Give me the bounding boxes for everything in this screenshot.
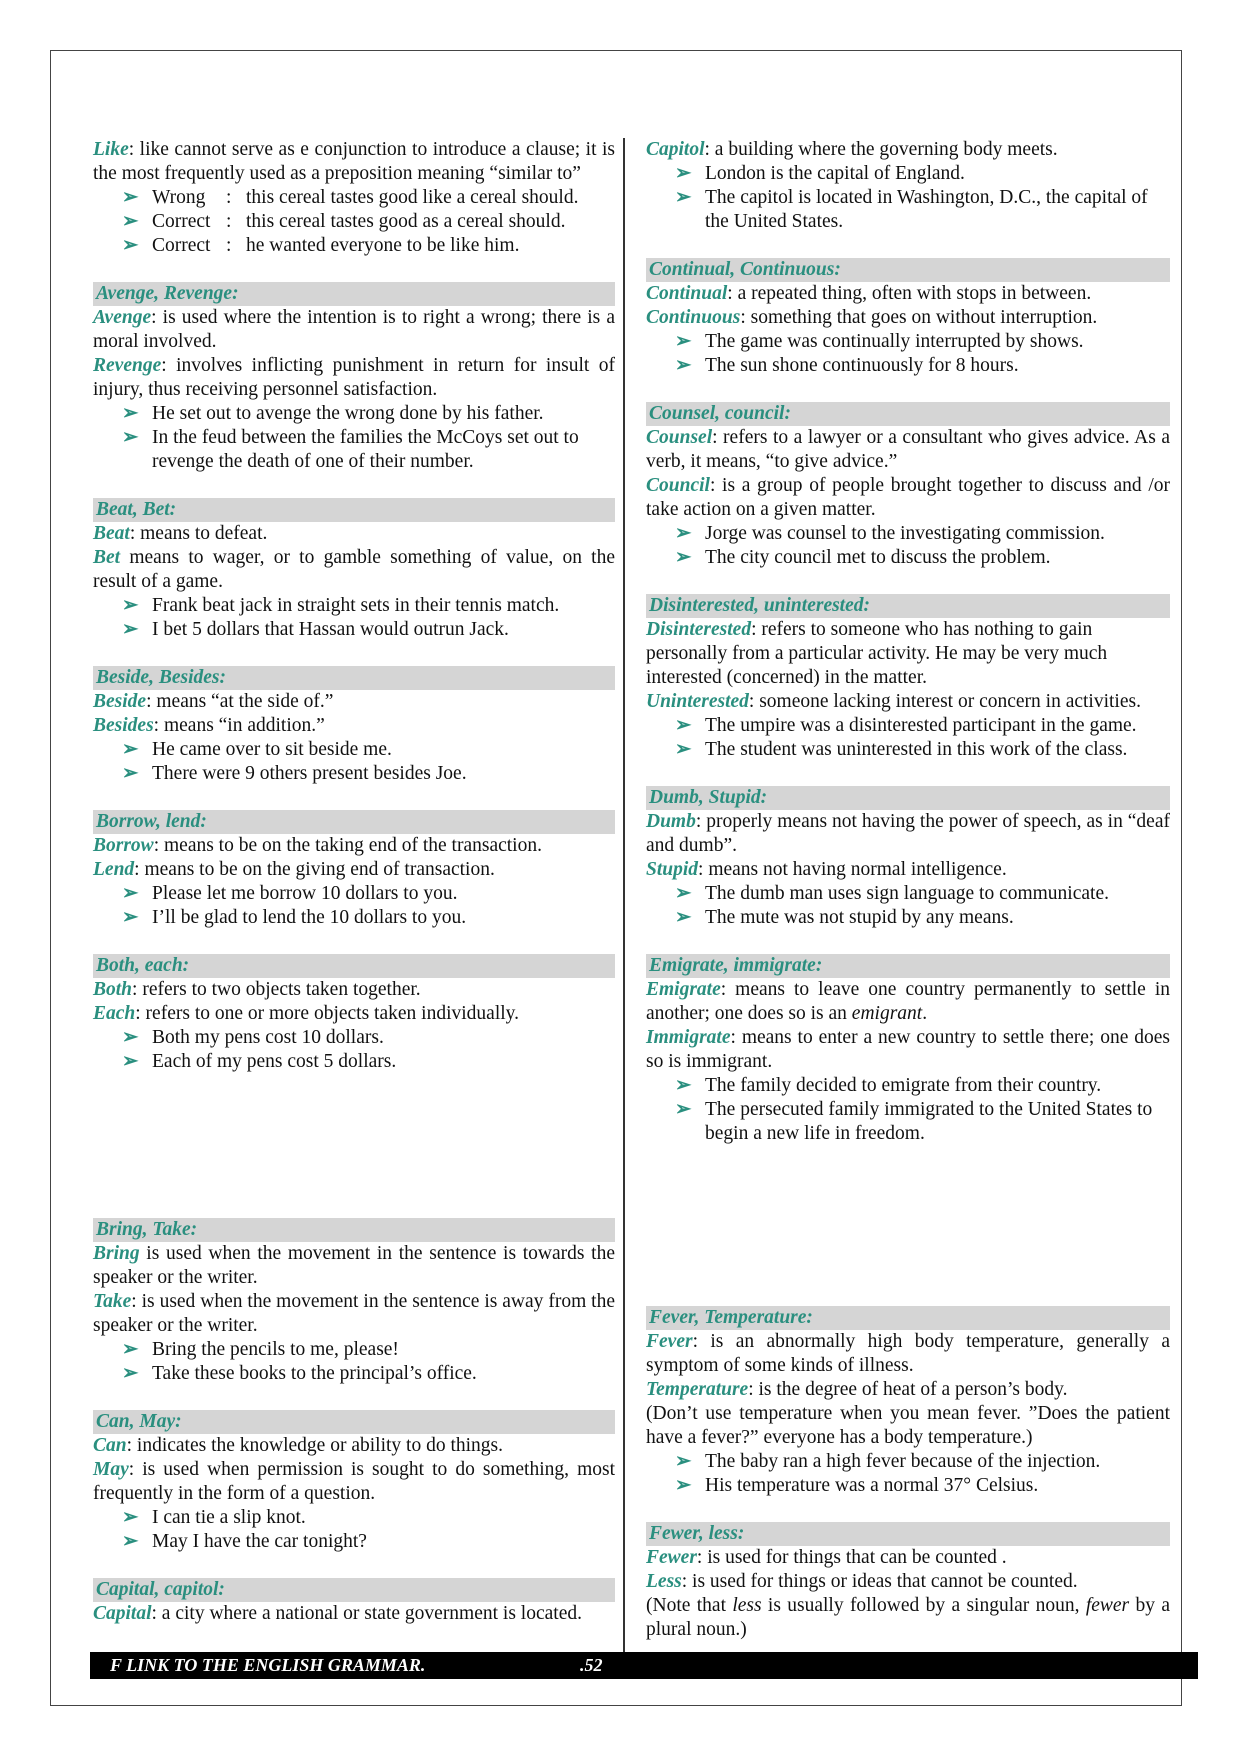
list-item: ➢ Each of my pens cost 5 dollars.	[122, 1051, 397, 1072]
arrow-bullet-icon: ➢	[675, 523, 692, 544]
section-header: Bring, Take:	[93, 1218, 615, 1242]
list-item: ➢ The capitol is located in Washington, D.C., the capital of the United States.	[675, 187, 1148, 232]
arrow-bullet-icon: ➢	[675, 1451, 692, 1472]
entry-continual-continuous: Continual, Continuous: Continual: a repeated thing, often with stops in between. Continuous: something that goes on without interruption. ➢ The game was continually interrupted by shows. ➢ The sun shone continuously for 8 hours.	[646, 258, 1170, 378]
example-list	[646, 330, 1170, 378]
list-item: ➢ Frank beat jack in straight sets in their tennis match.	[122, 595, 560, 616]
arrow-bullet-icon: ➢	[122, 235, 139, 256]
example-list	[646, 714, 1170, 762]
list-item: ➢ Correct : this cereal tastes good as a cereal should.	[122, 211, 566, 232]
example-list	[646, 1450, 1170, 1498]
entry-counsel-council: Counsel, council: Counsel: refers to a lawyer or a consultant who gives advice. As a verb, it means, “to give advice.” Council: is a group of people brought together to discuss and /or take action on a given matter. ➢ Jorge was counsel to the investigating commission. ➢ The city council met to discuss the problem.	[646, 403, 1170, 568]
list-item: ➢ In the feud between the families the McCoys set out to revenge the death of one of their number.	[122, 427, 579, 472]
page-number: .52	[580, 1655, 603, 1675]
example-list	[646, 162, 1170, 234]
section-header: Avenge, Revenge:	[93, 282, 615, 306]
entry-fewer-less: Fewer, less: Fewer: is used for things that can be counted . Less: is used for things or ideas that cannot be counted. (Note that less is usually followed by a singular noun, fewer by a plural noun.)	[646, 1523, 1170, 1640]
arrow-bullet-icon: ➢	[122, 187, 139, 208]
arrow-bullet-icon: ➢	[122, 1363, 139, 1384]
example-list	[93, 594, 615, 642]
list-item: ➢ London is the capital of England.	[675, 163, 965, 184]
example-list	[93, 738, 615, 786]
example-list	[93, 186, 615, 258]
list-item: ➢ I can tie a slip knot.	[122, 1507, 306, 1528]
list-item: ➢ I bet 5 dollars that Hassan would outrun Jack.	[122, 619, 509, 640]
arrow-bullet-icon: ➢	[675, 1475, 692, 1496]
arrow-bullet-icon: ➢	[122, 763, 139, 784]
section-header: Disinterested, uninterested:	[646, 594, 1170, 618]
left-column	[93, 138, 615, 1626]
list-item: ➢ The student was uninterested in this work of the class.	[675, 739, 1128, 760]
arrow-bullet-icon: ➢	[122, 211, 139, 232]
term: Like	[93, 139, 129, 160]
entry-beside-besides: Beside, Besides: Beside: means “at the side of.” Besides: means “in addition.” ➢ He came over to sit beside me. ➢ There were 9 others present besides Joe.	[93, 666, 615, 786]
example-list	[646, 522, 1170, 570]
entry-avenge-revenge: Avenge, Revenge: Avenge: is used where the intention is to right a wrong; there is a moral involved. Revenge: involves inflicting punishment in return for insult of injury, thus receiving personnel satisfaction. ➢ He set out to avenge the wrong done by his father. ➢ In the feud between the families the McCoys set out to revenge the death of one of their number.	[93, 283, 615, 472]
list-item: ➢ The persecuted family immigrated to the United States to begin a new life in freedom.	[675, 1099, 1153, 1144]
section-header: Continual, Continuous:	[646, 258, 1170, 282]
arrow-bullet-icon: ➢	[122, 907, 139, 928]
arrow-bullet-icon: ➢	[122, 619, 139, 640]
arrow-bullet-icon: ➢	[675, 1075, 692, 1096]
entry-borrow-lend: Borrow, lend: Borrow: means to be on the taking end of the transaction. Lend: means to be on the giving end of transaction. ➢ Please let me borrow 10 dollars to you. ➢ I’ll be glad to lend the 10 dollars to you.	[93, 810, 615, 930]
entry-dumb-stupid: Dumb, Stupid: Dumb: properly means not having the power of speech, as in “deaf and dumb”. Stupid: means not having normal intelligence. ➢ The dumb man uses sign language to communicate. ➢ The mute was not stupid by any means.	[646, 787, 1170, 928]
arrow-bullet-icon: ➢	[675, 739, 692, 760]
entry-beat-bet: Beat, Bet: Beat: means to defeat. Bet means to wager, or to gamble something of value, on the result of a game. ➢ Frank beat jack in straight sets in their tennis match. ➢ I bet 5 dollars that Hassan would outrun Jack.	[93, 499, 615, 640]
list-item: ➢ The game was continually interrupted by shows.	[675, 331, 1084, 352]
example-list	[93, 1506, 615, 1554]
arrow-bullet-icon: ➢	[675, 907, 692, 928]
example-list	[646, 882, 1170, 930]
list-item: ➢ Jorge was counsel to the investigating commission.	[675, 523, 1105, 544]
list-item: ➢ The umpire was a disinterested participant in the game.	[675, 715, 1137, 736]
arrow-bullet-icon: ➢	[675, 163, 692, 184]
section-header: Dumb, Stupid:	[646, 786, 1170, 810]
section-header: Fewer, less:	[646, 1522, 1170, 1546]
list-item: ➢ The baby ran a high fever because of the injection.	[675, 1451, 1101, 1472]
entry-capital-capitol: Capital, capitol: Capital: a city where a national or state government is located.	[93, 1578, 615, 1626]
right-column	[646, 138, 1170, 1642]
list-item: ➢ His temperature was a normal 37° Celsius.	[675, 1475, 1039, 1496]
example-list	[93, 1338, 615, 1386]
arrow-bullet-icon: ➢	[122, 1531, 139, 1552]
arrow-bullet-icon: ➢	[122, 739, 139, 760]
section-header: Can, May:	[93, 1410, 615, 1434]
section-header: Fever, Temperature:	[646, 1306, 1170, 1330]
column-divider	[623, 138, 625, 1655]
list-item: ➢ May I have the car tonight?	[122, 1531, 367, 1552]
arrow-bullet-icon: ➢	[122, 1339, 139, 1360]
section-header: Emigrate, immigrate:	[646, 954, 1170, 978]
list-item: ➢ Take these books to the principal’s office.	[122, 1363, 477, 1384]
entry-capitol: Capitol: a building where the governing body meets. ➢ London is the capital of England. ➢ The capitol is located in Washington, D.C., the capital of the United States.	[646, 138, 1170, 234]
list-item: ➢ The mute was not stupid by any means.	[675, 907, 1014, 928]
section-header: Both, each:	[93, 954, 615, 978]
arrow-bullet-icon: ➢	[122, 427, 139, 448]
arrow-bullet-icon: ➢	[675, 883, 692, 904]
list-item: ➢ He came over to sit beside me.	[122, 739, 392, 760]
section-header: Beat, Bet:	[93, 498, 615, 522]
list-item: ➢ He set out to avenge the wrong done by his father.	[122, 403, 544, 424]
arrow-bullet-icon: ➢	[675, 187, 692, 208]
page-footer	[90, 1652, 1198, 1679]
section-header: Counsel, council:	[646, 402, 1170, 426]
arrow-bullet-icon: ➢	[122, 595, 139, 616]
list-item: ➢ The sun shone continuously for 8 hours.	[675, 355, 1019, 376]
entry-can-may: Can, May: Can: indicates the knowledge or ability to do things. May: is used when permission is sought to do something, most frequently in the form of a question. ➢ I can tie a slip knot. ➢ May I have the car tonight?	[93, 1411, 615, 1552]
list-item: ➢ The city council met to discuss the problem.	[675, 547, 1051, 568]
example-list	[93, 402, 615, 474]
footer-title: F LINK TO THE ENGLISH GRAMMAR.	[110, 1655, 426, 1675]
list-item: ➢ Correct : he wanted everyone to be like him.	[122, 235, 520, 256]
list-item: ➢ Bring the pencils to me, please!	[122, 1339, 399, 1360]
arrow-bullet-icon: ➢	[675, 1099, 692, 1120]
list-item: ➢ Wrong : this cereal tastes good like a cereal should.	[122, 187, 579, 208]
list-item: ➢ I’ll be glad to lend the 10 dollars to you.	[122, 907, 467, 928]
example-list	[93, 1026, 615, 1074]
list-item: ➢ There were 9 others present besides Joe.	[122, 763, 467, 784]
arrow-bullet-icon: ➢	[122, 1051, 139, 1072]
section-header: Beside, Besides:	[93, 666, 615, 690]
section-header: Borrow, lend:	[93, 810, 615, 834]
arrow-bullet-icon: ➢	[675, 331, 692, 352]
arrow-bullet-icon: ➢	[122, 403, 139, 424]
arrow-bullet-icon: ➢	[122, 1507, 139, 1528]
example-list	[93, 882, 615, 930]
entry-disinterested-uninterested: Disinterested, uninterested: Disinterested: refers to someone who has nothing to gain personally from a particular activity. He may be very much interested (concerned) in the matter. Uninterested: someone lacking interest or concern in activities. ➢ The umpire was a disinterested participant in the game. ➢ The student was uninterested in this work of the class.	[646, 594, 1170, 762]
arrow-bullet-icon: ➢	[675, 355, 692, 376]
arrow-bullet-icon: ➢	[675, 547, 692, 568]
section-header: Capital, capitol:	[93, 1578, 615, 1602]
entry-emigrate-immigrate: Emigrate, immigrate: Emigrate: means to leave one country permanently to settle in another; one does so is an emigrant. Immigrate: means to enter a new country to settle there; one does so is immigrant. ➢ The family decided to emigrate from their country. ➢ The persecuted family immigrated to the United States to begin a new life in freedom.	[646, 955, 1170, 1144]
list-item: ➢ The family decided to emigrate from their country.	[675, 1075, 1102, 1096]
entry-both-each: Both, each: Both: refers to two objects taken together. Each: refers to one or more objects taken individually. ➢ Both my pens cost 10 dollars. ➢ Each of my pens cost 5 dollars.	[93, 954, 615, 1074]
arrow-bullet-icon: ➢	[122, 883, 139, 904]
arrow-bullet-icon: ➢	[675, 715, 692, 736]
definition: : like cannot serve as e conjunction to introduce a clause; it is the most frequently used as a preposition meaning “similar to”	[93, 139, 615, 184]
list-item: ➢ The dumb man uses sign language to communicate.	[675, 883, 1109, 904]
list-item: ➢ Both my pens cost 10 dollars.	[122, 1027, 384, 1048]
arrow-bullet-icon: ➢	[122, 1027, 139, 1048]
entry-fever-temperature: Fever, Temperature: Fever: is an abnormally high body temperature, generally a symptom of some kinds of illness. Temperature: is the degree of heat of a person’s body. (Don’t use temperature when you mean fever. ”Does the patient have a fever?” everyone has a body temperature.) ➢ The baby ran a high fever because of the injection. ➢ His temperature was a normal 37° Celsius.	[646, 1307, 1170, 1496]
list-item: ➢ Please let me borrow 10 dollars to you.	[122, 883, 458, 904]
example-list	[646, 1074, 1170, 1146]
entry-like	[93, 138, 615, 258]
entry-bring-take: Bring, Take: Bring is used when the movement in the sentence is towards the speaker or the writer. Take: is used when the movement in the sentence is away from the speaker or the writer. ➢ Bring the pencils to me, please! ➢ Take these books to the principal’s office.	[93, 1219, 615, 1384]
